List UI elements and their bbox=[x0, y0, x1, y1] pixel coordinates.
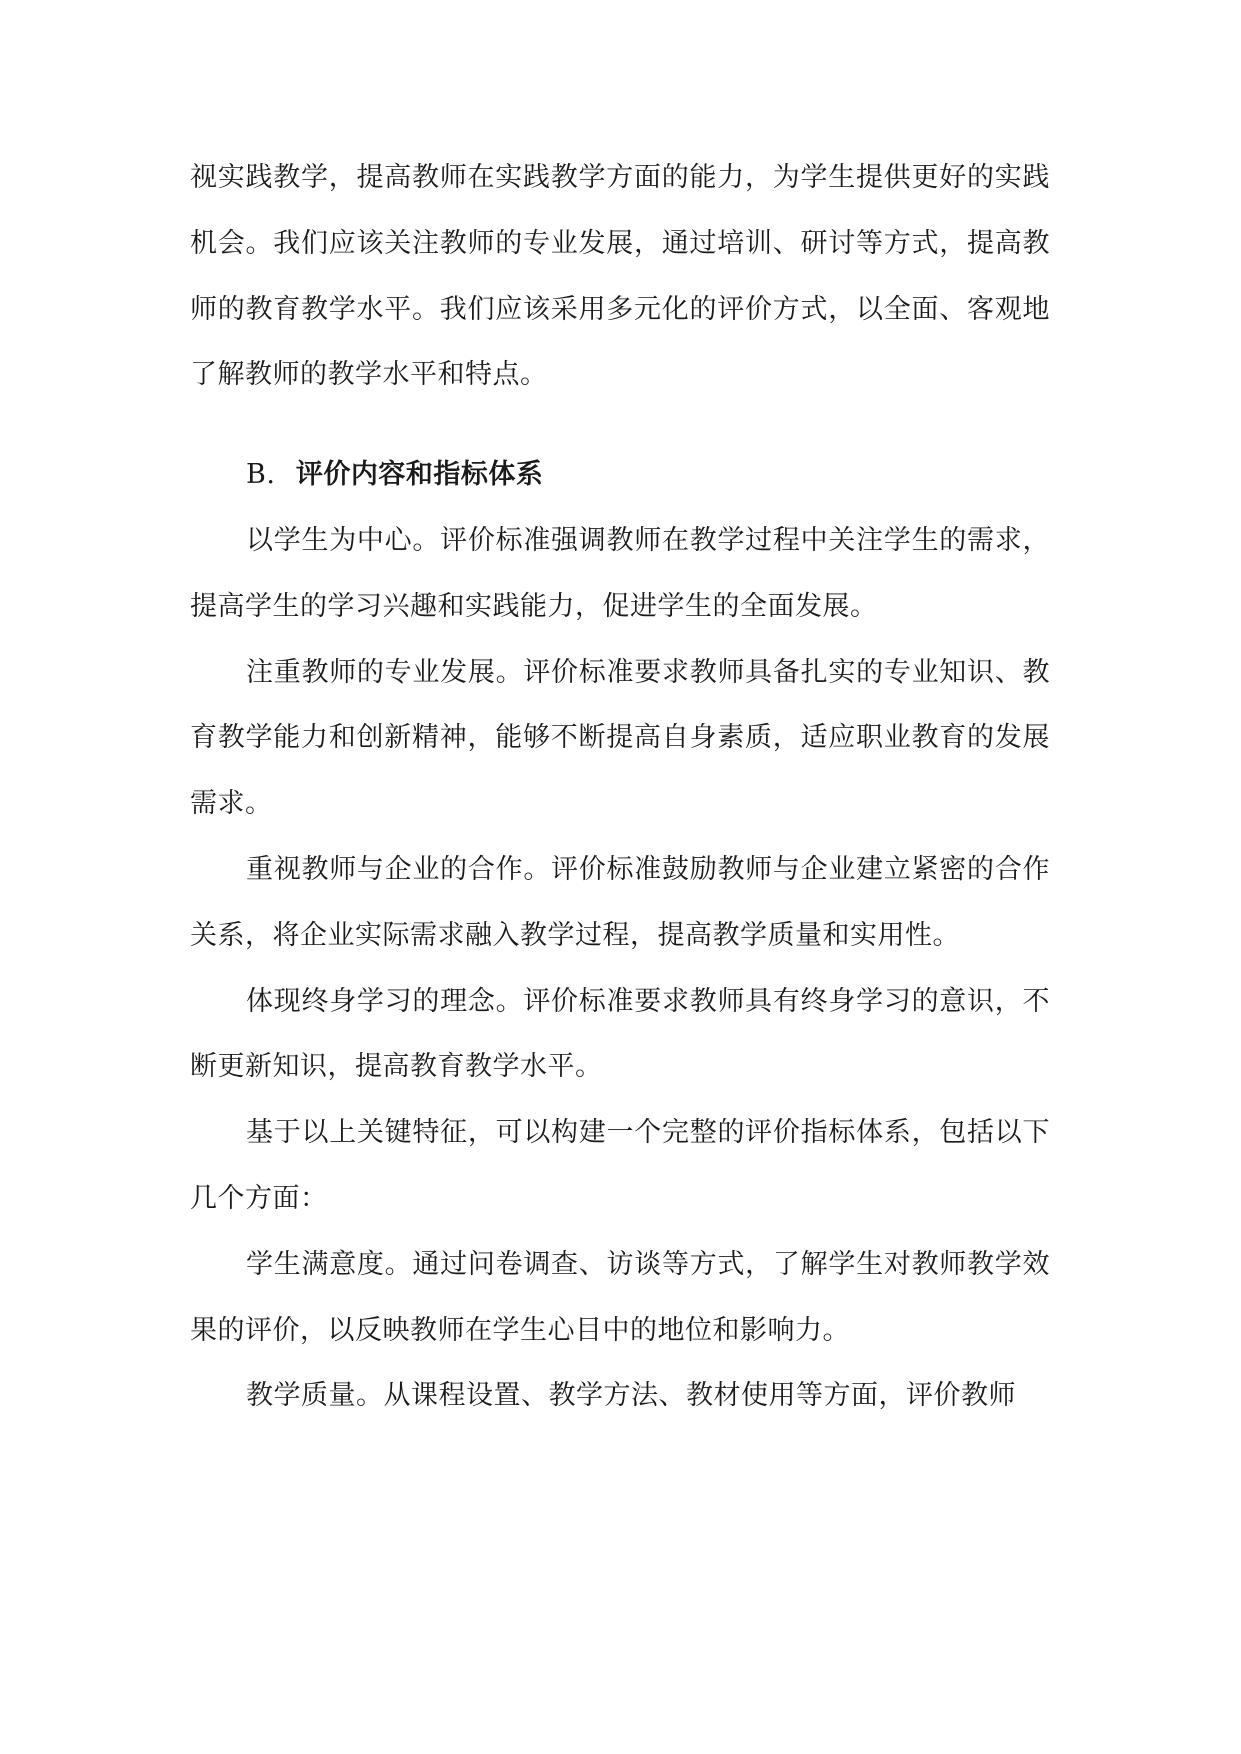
section-marker: B. bbox=[246, 459, 276, 491]
section-title: 评价内容和指标体系 bbox=[295, 459, 544, 491]
paragraph-indicator-system-intro: 基于以上关键特征，可以构建一个完整的评价指标体系，包括以下几个方面： bbox=[190, 1117, 1050, 1214]
paragraph-teaching-quality: 教学质量。从课程设置、教学方法、教材使用等方面，评价教师 bbox=[246, 1380, 1016, 1412]
text-column bbox=[190, 145, 1050, 1429]
paragraph-professional-development: 注重教师的专业发展。评价标准要求教师具备扎实的专业知识、教育教学能力和创新精神，能够不断提高自身素质，适应职业教育的发展需求。 bbox=[190, 656, 1050, 820]
paragraph-student-satisfaction: 学生满意度。通过问卷调查、访谈等方式，了解学生对教师教学效果的评价，以反映教师在学生心目中的地位和影响力。 bbox=[190, 1248, 1050, 1346]
section-heading bbox=[190, 442, 1050, 508]
paragraph-student-centered: 以学生为中心。评价标准强调教师在教学过程中关注学生的需求，提高学生的学习兴趣和实践能力，促进学生的全面发展。 bbox=[190, 524, 1050, 622]
paragraph-lifelong-learning: 体现终身学习的理念。评价标准要求教师具有终身学习的意识，不断更新知识，提高教育教学水平。 bbox=[190, 985, 1050, 1083]
paragraph-enterprise-cooperation: 重视教师与企业的合作。评价标准鼓励教师与企业建立紧密的合作关系，将企业实际需求融入教学过程，提高教学质量和实用性。 bbox=[190, 853, 1050, 951]
opening-paragraph: 视实践教学，提高教师在实践教学方面的能力，为学生提供更好的实践机会。我们应该关注教师的专业发展，通过培训、研讨等方式，提高教师的教育教学水平。我们应该采用多元化的评价方式，以全面、客观地了解教师的教学水平和特点。 bbox=[190, 162, 1050, 391]
